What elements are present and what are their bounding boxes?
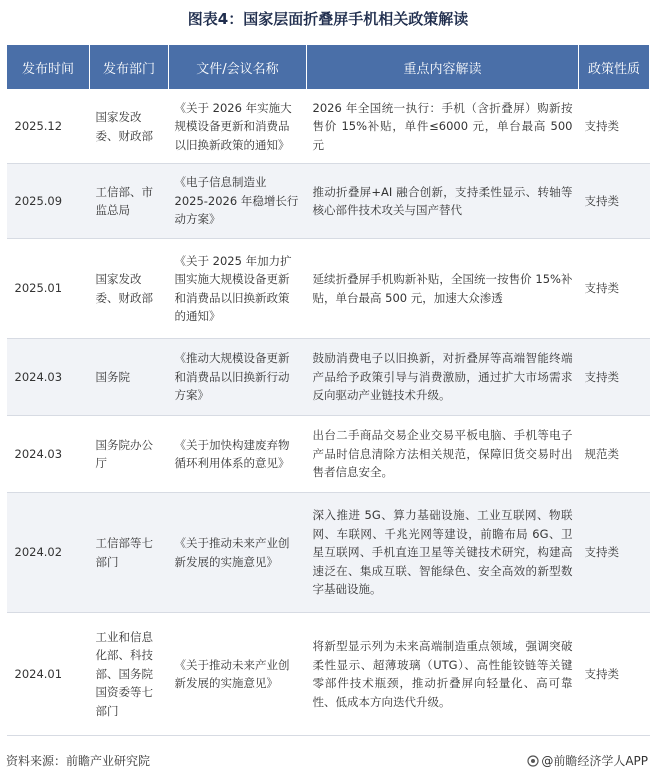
brand-logo-icon: [527, 755, 539, 767]
cell-nature: 支持类: [579, 164, 650, 239]
cell-department: 工业和信息化部、科技部、国务院国资委等七部门: [90, 613, 169, 736]
table-row: [7, 239, 650, 339]
cell-content: 深入推进 5G、算力基础设施、工业互联网、物联网、车联网、千兆光网等建设，前瞻布局 6G、卫星互联网、手机直连卫星等关键技术研究，构建高速泛在、集成互联、智能绿色、安全高效的新型数字基础设施。: [307, 493, 579, 613]
cell-date: 2025.12: [7, 90, 90, 164]
brand-credit-text: @前瞻经济学人APP: [541, 754, 648, 768]
header-nature: 政策性质: [579, 45, 650, 90]
cell-department: 国家发改委、财政部: [90, 239, 169, 339]
cell-date: 2024.03: [7, 339, 90, 416]
cell-content: 2026 年全国统一执行：手机（含折叠屏）购新按售价 15%补贴，单件≤6000 元，单台最高 500 元: [307, 90, 579, 164]
cell-document: 《关于加快构建废弃物循环利用体系的意见》: [169, 416, 307, 493]
cell-department: 国务院: [90, 339, 169, 416]
cell-department: 工信部等七部门: [90, 493, 169, 613]
cell-nature: 支持类: [579, 339, 650, 416]
cell-document: 《关于 2026 年实施大规模设备更新和消费品以旧换新政策的通知》: [169, 90, 307, 164]
table-header-row: [7, 45, 650, 90]
table-row: [7, 90, 650, 164]
cell-date: 2024.03: [7, 416, 90, 493]
cell-content: 推动折叠屏+AI 融合创新，支持柔性显示、转轴等核心部件技术攻关与国产替代: [307, 164, 579, 239]
cell-nature: 支持类: [579, 239, 650, 339]
cell-nature: 规范类: [579, 416, 650, 493]
cell-content: 出台二手商品交易企业交易平板电脑、手机等电子产品时信息清除方法相关规范，保障旧货交易时出售者信息安全。: [307, 416, 579, 493]
cell-date: 2025.09: [7, 164, 90, 239]
table-row: [7, 493, 650, 613]
cell-content: 鼓励消费电子以旧换新，对折叠屏等高端智能终端产品给予政策引导与消费激励，通过扩大市场需求反向驱动产业链技术升级。: [307, 339, 579, 416]
header-department: 发布部门: [90, 45, 169, 90]
figure-title: 图表4：国家层面折叠屏手机相关政策解读: [187, 10, 469, 28]
cell-department: 工信部、市监总局: [90, 164, 169, 239]
cell-document: 《关于推动未来产业创新发展的实施意见》: [169, 493, 307, 613]
table-row: [7, 339, 650, 416]
cell-nature: 支持类: [579, 613, 650, 736]
cell-document: 《推动大规模设备更新和消费品以旧换新行动方案》: [169, 339, 307, 416]
cell-nature: 支持类: [579, 90, 650, 164]
header-date: 发布时间: [7, 45, 90, 90]
cell-document: 《关于推动未来产业创新发展的实施意见》: [169, 613, 307, 736]
cell-nature: 支持类: [579, 493, 650, 613]
table-row: [7, 416, 650, 493]
cell-date: 2024.01: [7, 613, 90, 736]
source-note: 资料来源：前瞻产业研究院: [6, 754, 151, 768]
cell-document: 《关于 2025 年加力扩围实施大规模设备更新和消费品以旧换新政策的通知》: [169, 239, 307, 339]
cell-document: 《电子信息制造业 2025-2026 年稳增长行动方案》: [169, 164, 307, 239]
cell-date: 2024.02: [7, 493, 90, 613]
cell-department: 国家发改委、财政部: [90, 90, 169, 164]
policy-table: [6, 44, 650, 736]
table-row: [7, 613, 650, 736]
header-document: 文件/会议名称: [169, 45, 307, 90]
cell-content: 将新型显示列为未来高端制造重点领域，强调突破柔性显示、超薄玻璃（UTG）、高性能铰链等关键零部件技术瓶颈，推动折叠屏向轻量化、高可靠性、低成本方向迭代升级。: [307, 613, 579, 736]
cell-department: 国务院办公厅: [90, 416, 169, 493]
header-content: 重点内容解读: [307, 45, 579, 90]
table-row: [7, 164, 650, 239]
cell-content: 延续折叠屏手机购新补贴，全国统一按售价 15%补贴，单台最高 500 元，加速大众渗透: [307, 239, 579, 339]
cell-date: 2025.01: [7, 239, 90, 339]
brand-credit: [527, 752, 648, 769]
